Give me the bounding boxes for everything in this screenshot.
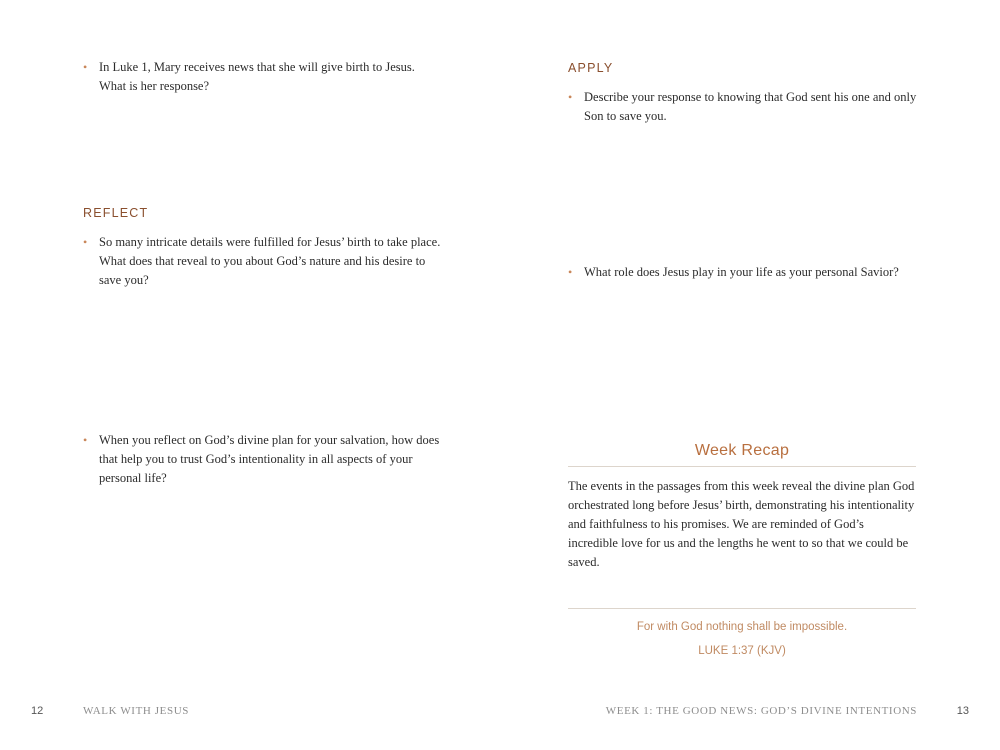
- question-bullet: [568, 263, 928, 282]
- question-text: So many intricate details were fulfilled for Jesus’ birth to take place. What does that reveal to you about God’s nature and his desire to save you?: [99, 235, 441, 287]
- page-number: 13: [956, 705, 969, 717]
- week-recap-body: The events in the passages from this week reveal the divine plan God orchestrated long before Jesus’ birth, demonstrating his intentionality and faithfulness to his promises. We are reminded of God’s incredible love for us and the lengths he went to so that we could be saved.: [568, 479, 915, 569]
- scripture-reference: LUKE 1:37 (KJV): [698, 645, 786, 657]
- reflect-heading: REFLECT: [83, 206, 149, 220]
- question-bullet: [83, 58, 443, 96]
- question-bullet: [83, 431, 443, 488]
- bullet-dot: •: [83, 60, 88, 74]
- question-bullet: [568, 88, 928, 126]
- bullet-dot: •: [568, 90, 573, 104]
- question-text: In Luke 1, Mary receives news that she will give birth to Jesus. What is her response?: [99, 60, 415, 93]
- scripture-verse: For with God nothing shall be impossible.: [636, 621, 848, 633]
- question-bullet: [83, 233, 443, 290]
- running-title: WALK WITH JESUS: [83, 705, 189, 717]
- apply-heading: APPLY: [568, 61, 614, 75]
- bullet-dot: •: [568, 265, 573, 279]
- page-number: 12: [31, 705, 44, 717]
- bullet-dot: •: [83, 433, 88, 447]
- question-text: When you reflect on God’s divine plan for your salvation, how does that help you to trust God’s intentionality in all aspects of your personal life?: [99, 433, 440, 485]
- question-text: What role does Jesus play in your life as your personal Savior?: [584, 265, 899, 279]
- verse-divider: [568, 608, 916, 609]
- bullet-dot: •: [83, 235, 88, 249]
- recap-divider: [568, 466, 916, 467]
- week-recap-title: Week Recap: [694, 442, 790, 459]
- running-title: WEEK 1: THE GOOD NEWS: GOD’S DIVINE INTENTIONS: [605, 705, 917, 717]
- right-page: [500, 0, 1000, 750]
- question-text: Describe your response to knowing that God sent his one and only Son to save you.: [584, 90, 917, 123]
